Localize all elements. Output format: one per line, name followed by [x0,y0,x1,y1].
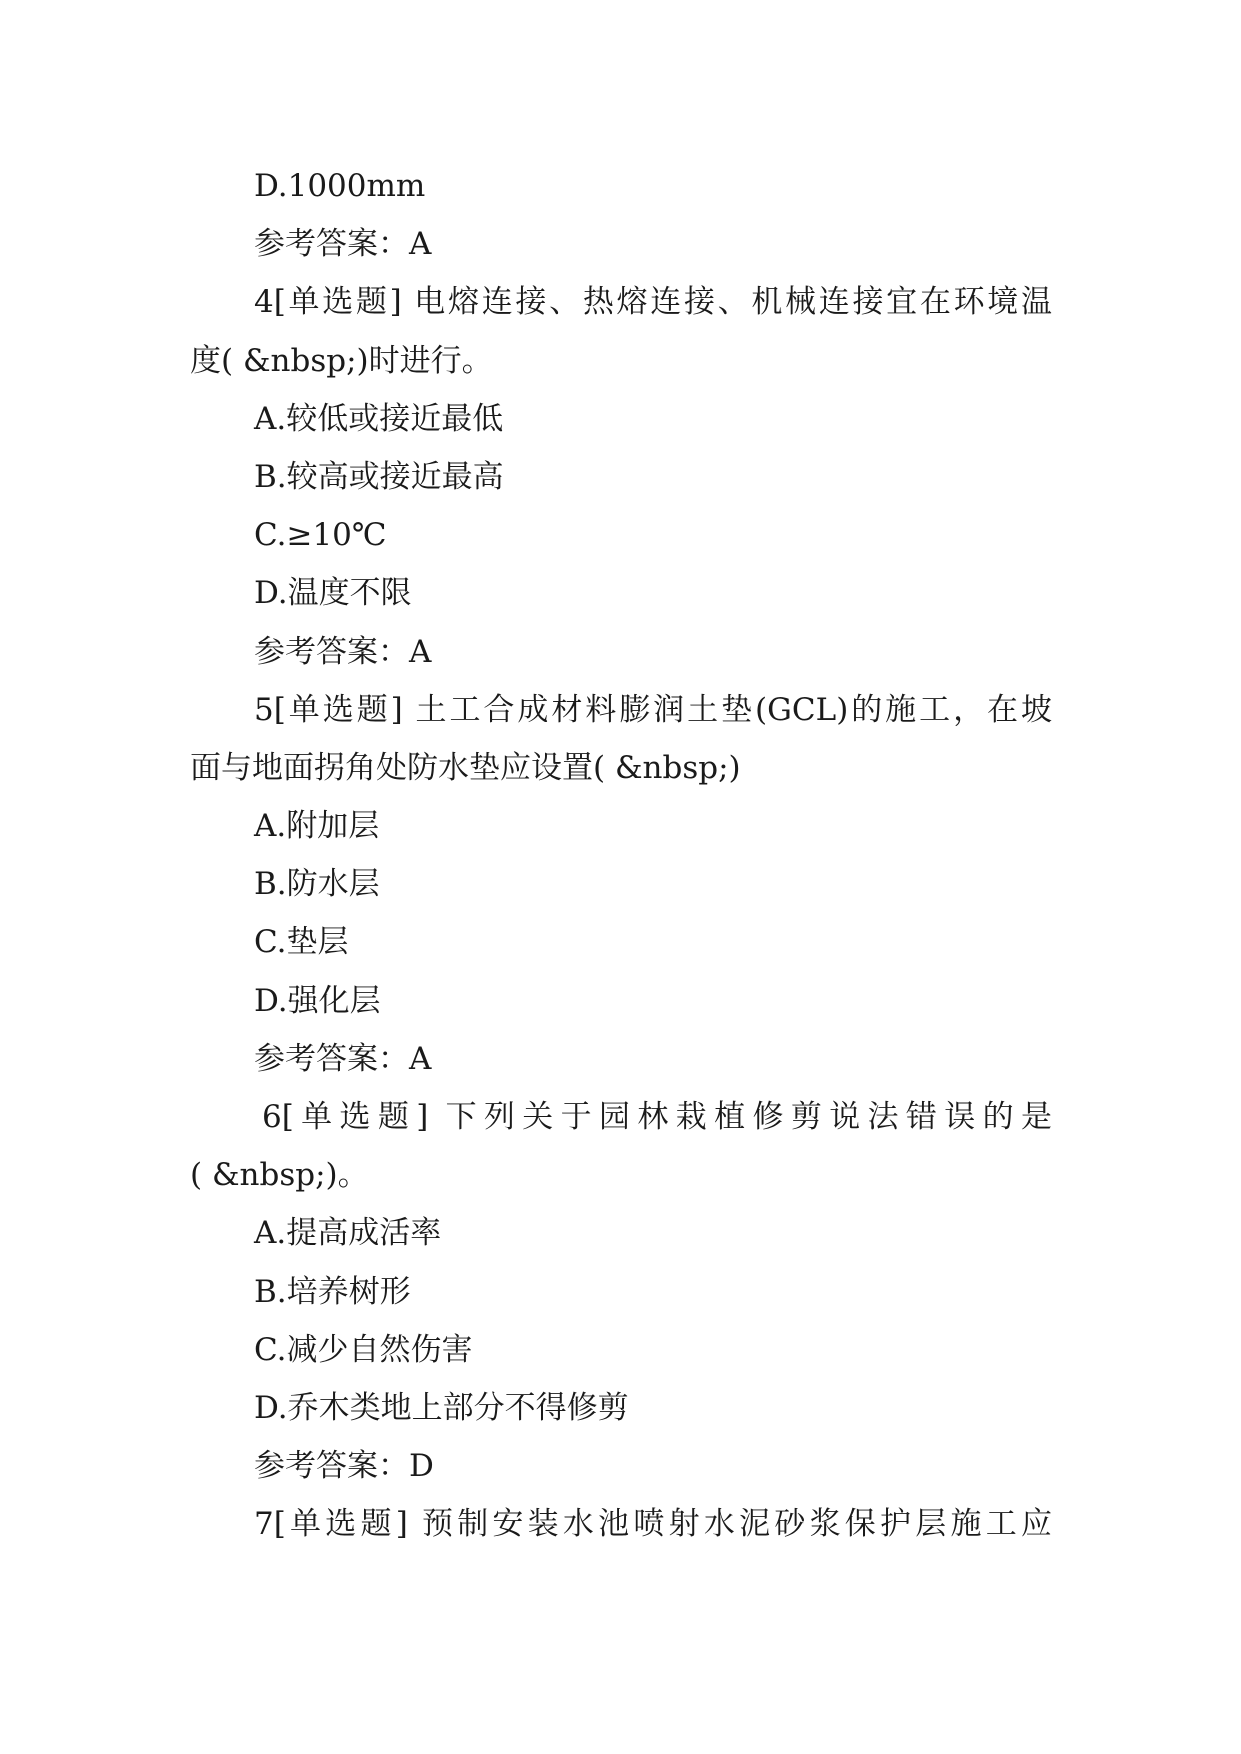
option-d: D.1000mm [254,168,426,204]
option-b: B.培养树形 [254,1273,411,1310]
option-d: D.乔木类地上部分不得修剪 [254,1389,629,1426]
option-c: C.≥10℃ [254,517,387,554]
option-a: A.附加层 [254,808,380,845]
answer: 参考答案：A [254,633,432,670]
question-6-stem-cont: ( &nbsp;)。 [190,1157,369,1194]
question-4-stem: 4[单选题] 电熔连接、热熔连接、机械连接宜在环境温 [254,284,1052,321]
option-c: C.减少自然伤害 [254,1331,473,1368]
option-b: B.防水层 [254,866,380,903]
question-5-stem: 5[单选题] 土工合成材料膨润土垫(GCL)的施工，在坡 [254,691,1052,728]
question-6-stem: 6[单选题] 下列关于园林栽植修剪说法错误的是 [262,1099,1052,1135]
answer: 参考答案：A [254,226,432,263]
document-body [190,157,1052,1554]
answer: 参考答案：A [254,1040,432,1077]
option-a: A.提高成活率 [254,1215,442,1252]
option-d: D.强化层 [254,982,381,1019]
option-b: B.较高或接近最高 [254,458,504,495]
option-a: A.较低或接近最低 [254,400,504,437]
question-5-stem-cont: 面与地面拐角处防水垫应设置( &nbsp;) [190,749,741,786]
answer: 参考答案：D [254,1448,434,1485]
question-4-stem-cont: 度( &nbsp;)时进行。 [190,342,493,379]
question-7-stem: 7[单选题] 预制安装水池喷射水泥砂浆保护层施工应 [254,1506,1052,1543]
option-d: D.温度不限 [254,575,412,612]
option-c: C.垫层 [254,924,349,961]
